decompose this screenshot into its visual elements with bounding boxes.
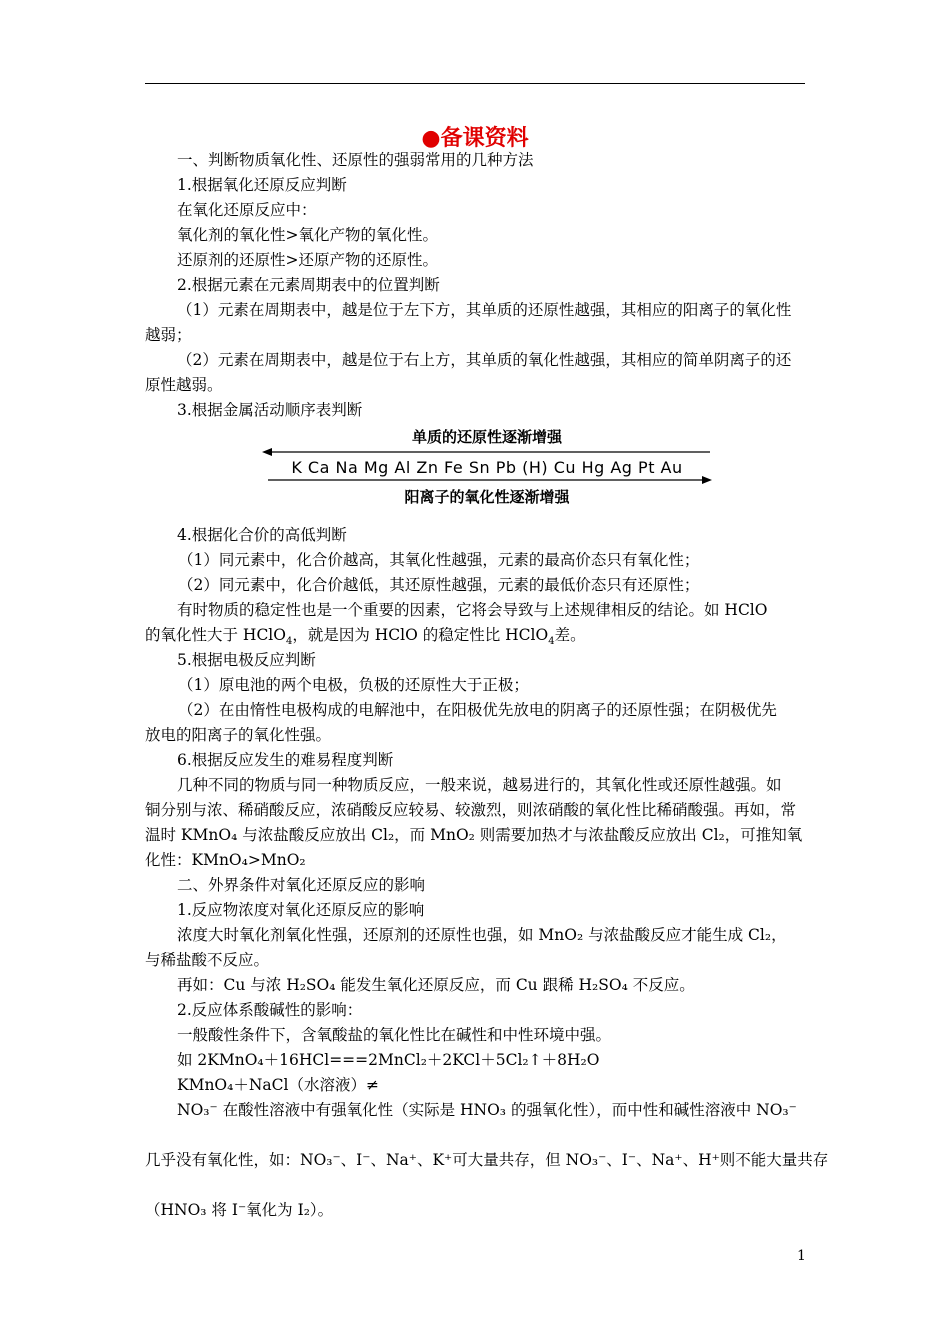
- paragraph-line: 有时物质的稳定性也是一个重要的因素，它将会导致与上述规律相反的结论。如 HClO: [177, 601, 768, 619]
- method-5-heading: 5.根据电极反应判断: [177, 651, 316, 669]
- paragraph-line: 化性：KMnO₄>MnO₂: [145, 851, 306, 869]
- paragraph-line: 铜分别与浓、稀硝酸反应，浓硝酸反应较易、较激烈，则浓硝酸的氧化性比稀硝酸强。再如，常: [145, 801, 797, 819]
- paragraph-line: 几乎没有氧化性，如：NO₃⁻、I⁻、Na⁺、K⁺可大量共存，但 NO₃⁻、I⁻、Na⁺、H⁺则不能大量共存: [145, 1151, 829, 1169]
- paragraph-line: （1）同元素中，化合价越高，其氧化性越强，元素的最高价态只有氧化性；: [178, 551, 700, 569]
- bullet-icon: ●: [421, 126, 441, 151]
- paragraph-line: 几种不同的物质与同一种物质反应，一般来说，越易进行的，其氧化性或还原性越强。如: [177, 776, 782, 794]
- paragraph-line: 原性越弱。: [145, 376, 223, 394]
- equation-line: KMnO₄＋NaCl（水溶液）≠: [177, 1076, 379, 1094]
- method-2-heading: 2.根据元素在元素周期表中的位置判断: [177, 276, 440, 294]
- paragraph-line: （2）同元素中，化合价越低，其还原性越强，元素的最低价态只有还原性；: [178, 576, 700, 594]
- left-arrowhead-icon: [262, 448, 272, 456]
- page-number: 1: [797, 1248, 806, 1264]
- page-title: ●备课资料: [421, 126, 529, 151]
- paragraph-line: （HNO₃ 将 I⁻氧化为 I₂）。: [145, 1201, 334, 1219]
- paragraph-line: （1）元素在周期表中，越是位于左下方，其单质的还原性越强，其相应的阳离子的氧化性: [177, 301, 792, 319]
- paragraph-line: 越弱；: [145, 326, 192, 344]
- oxidizing-power-label: 阳离子的氧化性逐渐增强: [404, 488, 570, 506]
- activity-series-diagram: [262, 425, 712, 511]
- paragraph-line: （2）元素在周期表中，越是位于右上方，其单质的氧化性越强，其相应的简单阴离子的还: [177, 351, 792, 369]
- reducing-power-label: 单质的还原性逐渐增强: [411, 428, 563, 446]
- paragraph-line: 浓度大时氧化剂氧化性强，还原剂的还原性也强，如 MnO₂ 与浓盐酸反应才能生成 Cl₂，: [177, 926, 787, 944]
- section-heading-1: 一、判断物质氧化性、还原性的强弱常用的几种方法: [177, 151, 534, 169]
- method-6-heading: 6.根据反应发生的难易程度判断: [177, 751, 394, 769]
- paragraph-line: 放电的阳离子的氧化性强。: [145, 726, 332, 744]
- section-heading-2: 二、外界条件对氧化还原反应的影响: [177, 876, 426, 894]
- right-arrowhead-icon: [702, 476, 712, 484]
- method-1-line: 还原剂的还原性>还原产物的还原性。: [177, 251, 438, 269]
- equation-line: 如 2KMnO₄＋16HCl===2MnCl₂＋2KCl＋5Cl₂↑＋8H₂O: [177, 1051, 600, 1069]
- effect-1-heading: 1.反应物浓度对氧化还原反应的影响: [177, 901, 425, 919]
- paragraph-line: NO₃⁻ 在酸性溶液中有强氧化性（实际是 HNO₃ 的强氧化性），而中性和碱性溶液中 NO₃⁻: [177, 1101, 797, 1119]
- paragraph-line: 一般酸性条件下，含氧酸盐的氧化性比在碱性和中性环境中强。: [177, 1026, 612, 1044]
- effect-2-heading: 2.反应体系酸碱性的影响：: [177, 1001, 363, 1019]
- method-4-heading: 4.根据化合价的高低判断: [177, 526, 347, 544]
- paragraph-line: 的氧化性大于 HClO$_4$，就是因为 HClO 的稳定性比 HClO$_4$差。: [145, 626, 586, 648]
- metal-activity-series: K Ca Na Mg Al Zn Fe Sn Pb (H) Cu Hg Ag Pt Au: [291, 458, 683, 477]
- paragraph-line: 再如：Cu 与浓 H₂SO₄ 能发生氧化还原反应，而 Cu 跟稀 H₂SO₄ 不反应。: [177, 976, 695, 994]
- method-1-line: 氧化剂的氧化性>氧化产物的氧化性。: [177, 226, 438, 244]
- method-3-heading: 3.根据金属活动顺序表判断: [177, 401, 363, 419]
- method-1-line: 在氧化还原反应中：: [177, 201, 317, 219]
- paragraph-line: （2）在由惰性电极构成的电解池中，在阳极优先放电的阴离子的还原性强；在阴极优先: [178, 701, 777, 719]
- paragraph-line: （1）原电池的两个电极，负极的还原性大于正极；: [178, 676, 529, 694]
- paragraph-line: 温时 KMnO₄ 与浓盐酸反应放出 Cl₂，而 MnO₂ 则需要加热才与浓盐酸反应放出 Cl₂，可推知氧: [145, 826, 803, 844]
- method-1-heading: 1.根据氧化还原反应判断: [177, 176, 347, 194]
- paragraph-line: 与稀盐酸不反应。: [145, 951, 270, 969]
- header-rule: [145, 83, 805, 84]
